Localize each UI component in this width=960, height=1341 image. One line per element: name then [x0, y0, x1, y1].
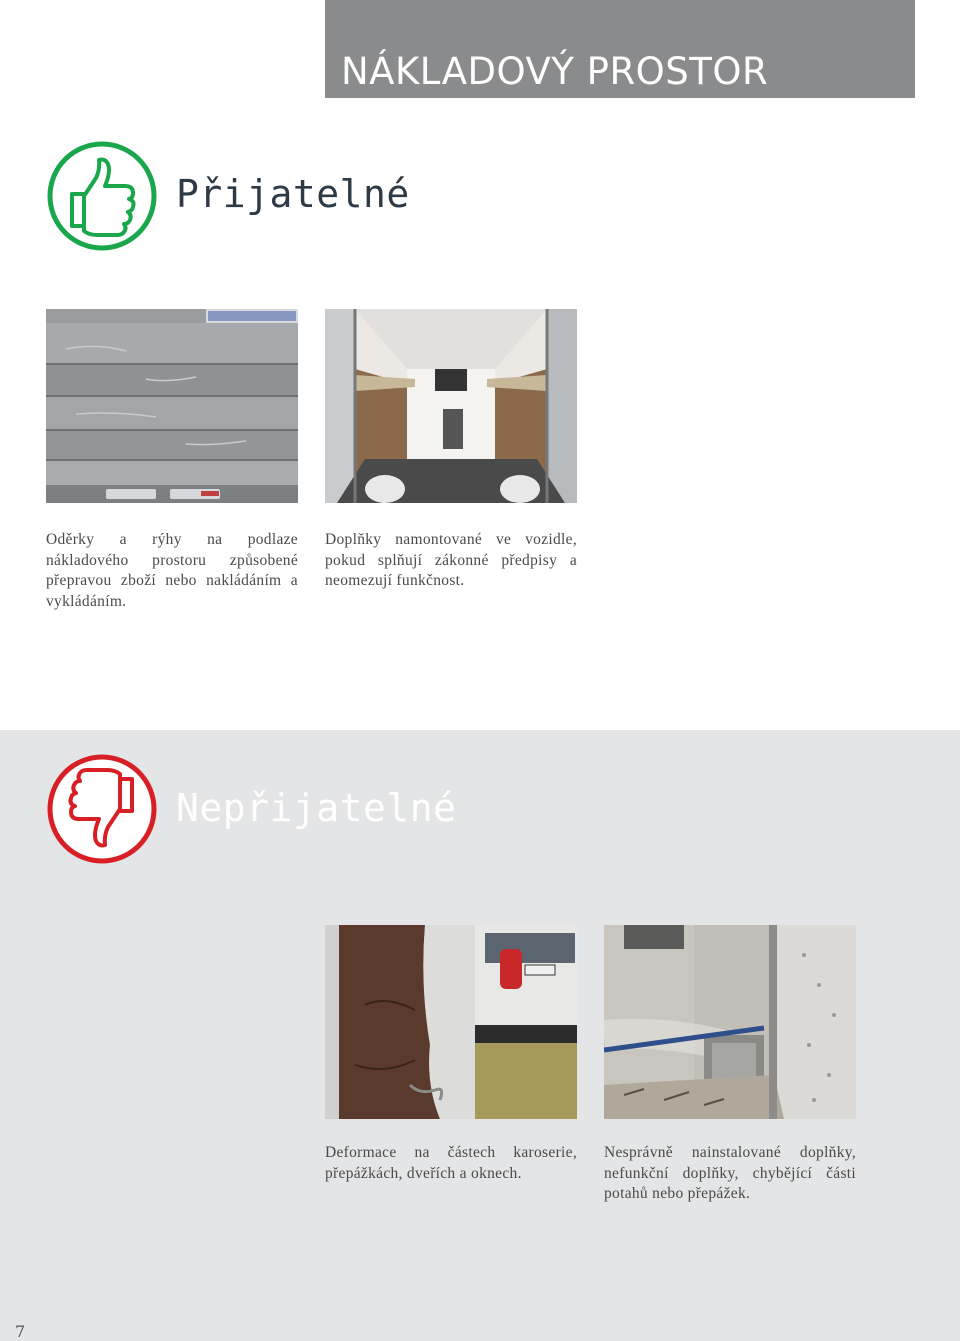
photo-improper-accessories [604, 925, 856, 1119]
header-bar [325, 0, 915, 98]
page-number: 7 [15, 1322, 26, 1341]
photo-van-shelves [325, 309, 577, 503]
photo-deformed-door [325, 925, 577, 1119]
page-title: NÁKLADOVÝ PROSTOR [341, 50, 769, 93]
caption-improper-accessories: Nesprávně nainstalované doplňky, nefunkční doplňky, chybějící části potahů nebo přepážek. [604, 1144, 856, 1202]
acceptable-heading: Přijatelné [176, 172, 410, 216]
caption-floor-scratches: Oděrky a rýhy na podlaze nákladového prostoru způsobené přepravou zboží nebo nakládáním a vykládáním. [46, 531, 298, 610]
photo-floor-scratches [46, 309, 298, 503]
thumbs-up-icon [46, 140, 158, 252]
unacceptable-heading: Nepřijatelné [176, 786, 457, 830]
caption-deformed-door: Deformace na částech karoserie, přepážkách, dveřích a oknech. [325, 1144, 577, 1182]
caption-van-shelves: Doplňky namontované ve vozidle, pokud splňují zákonné předpisy a neomezují funkčnost. [325, 531, 577, 589]
thumbs-down-icon [46, 753, 158, 865]
